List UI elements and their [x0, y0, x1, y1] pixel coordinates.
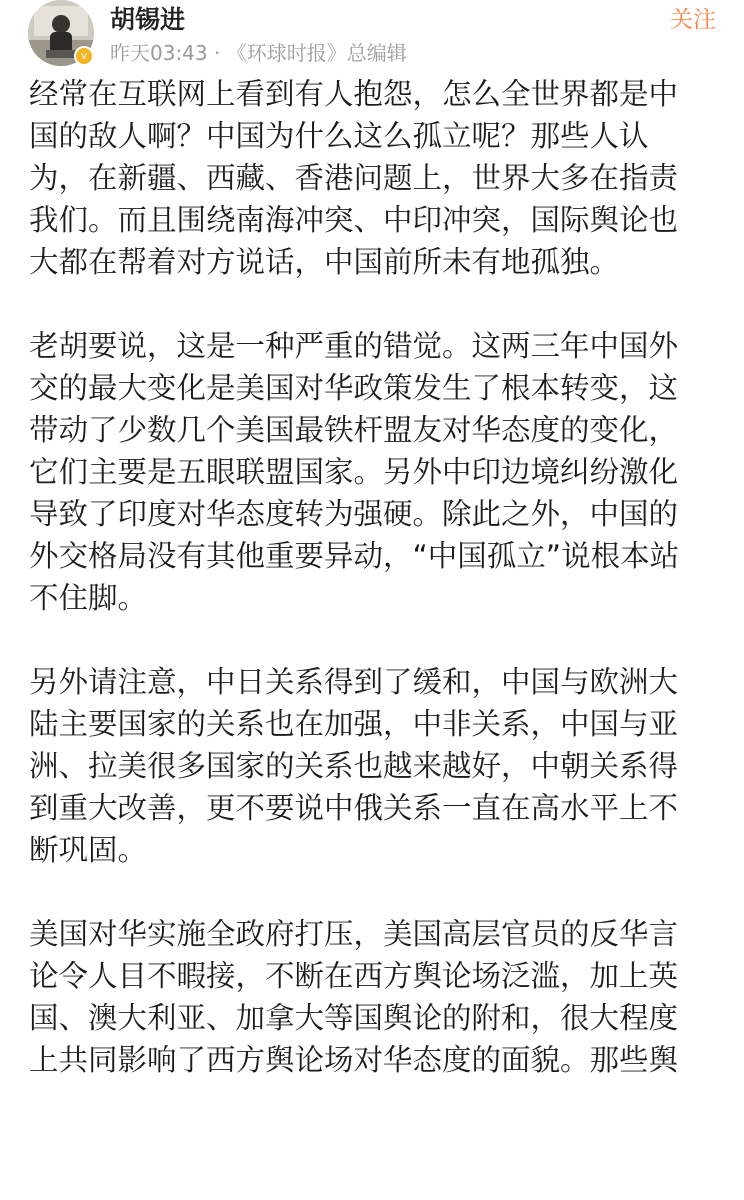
- text-line: 到重大改善，更不要说中俄关系一直在高水平上不: [29, 791, 679, 825]
- text-line: 交的最大变化是美国对华政策发生了根本转变，这: [29, 371, 679, 405]
- text-line: 我们。而且围绕南海冲突、中印冲突，国际舆论也: [29, 203, 679, 237]
- text-line: 国、澳大利亚、加拿大等国舆论的附和，很大程度: [29, 1001, 679, 1035]
- author-name[interactable]: 胡锡进: [110, 5, 186, 34]
- follow-button[interactable]: 关注: [670, 7, 716, 33]
- text-line: 上共同影响了西方舆论场对华态度的面貌。那些舆: [29, 1043, 679, 1077]
- text-line: 论令人目不暇接，不断在西方舆论场泛滥，加上英: [29, 959, 679, 993]
- post-header: [0, 0, 744, 72]
- text-line: 为，在新疆、西藏、香港问题上，世界大多在指责: [29, 161, 679, 195]
- paragraph: [29, 913, 715, 1081]
- text-line: 洲、拉美很多国家的关系也越来越好，中朝关系得: [29, 749, 679, 783]
- text-line: 带动了少数几个美国最铁杆盟友对华态度的变化，: [29, 413, 679, 447]
- text-line: 不住脚。: [29, 581, 148, 615]
- paragraph: [29, 73, 715, 283]
- text-line: 经常在互联网上看到有人抱怨，怎么全世界都是中: [29, 77, 679, 111]
- paragraph: [29, 325, 715, 619]
- text-line: 断巩固。: [29, 833, 148, 867]
- text-line: 另外请注意，中日关系得到了缓和，中国与欧洲大: [29, 665, 679, 699]
- text-line: 外交格局没有其他重要异动，“中国孤立”说根本站: [29, 539, 680, 573]
- text-line: 美国对华实施全政府打压，美国高层官员的反华言: [29, 917, 679, 951]
- text-line: 导致了印度对华态度转为强硬。除此之外，中国的: [29, 497, 679, 531]
- text-line: 陆主要国家的关系也在加强，中非关系，中国与亚: [29, 707, 679, 741]
- text-line: 它们主要是五眼联盟国家。另外中印边境纠纷激化: [29, 455, 679, 489]
- post-meta: [110, 40, 407, 66]
- paragraph: [29, 661, 715, 871]
- text-line: 老胡要说，这是一种严重的错觉。这两三年中国外: [29, 329, 679, 363]
- post-time: 昨天03:43: [110, 41, 208, 65]
- text-line: 大都在帮着对方说话，中国前所未有地孤独。: [29, 245, 620, 279]
- post-body: [29, 73, 715, 1123]
- verified-badge-icon: v: [74, 46, 94, 66]
- text-line: 国的敌人啊？中国为什么这么孤立呢？那些人认: [29, 119, 649, 153]
- meta-separator: ·: [214, 41, 221, 65]
- author-title: 《环球时报》总编辑: [226, 41, 407, 65]
